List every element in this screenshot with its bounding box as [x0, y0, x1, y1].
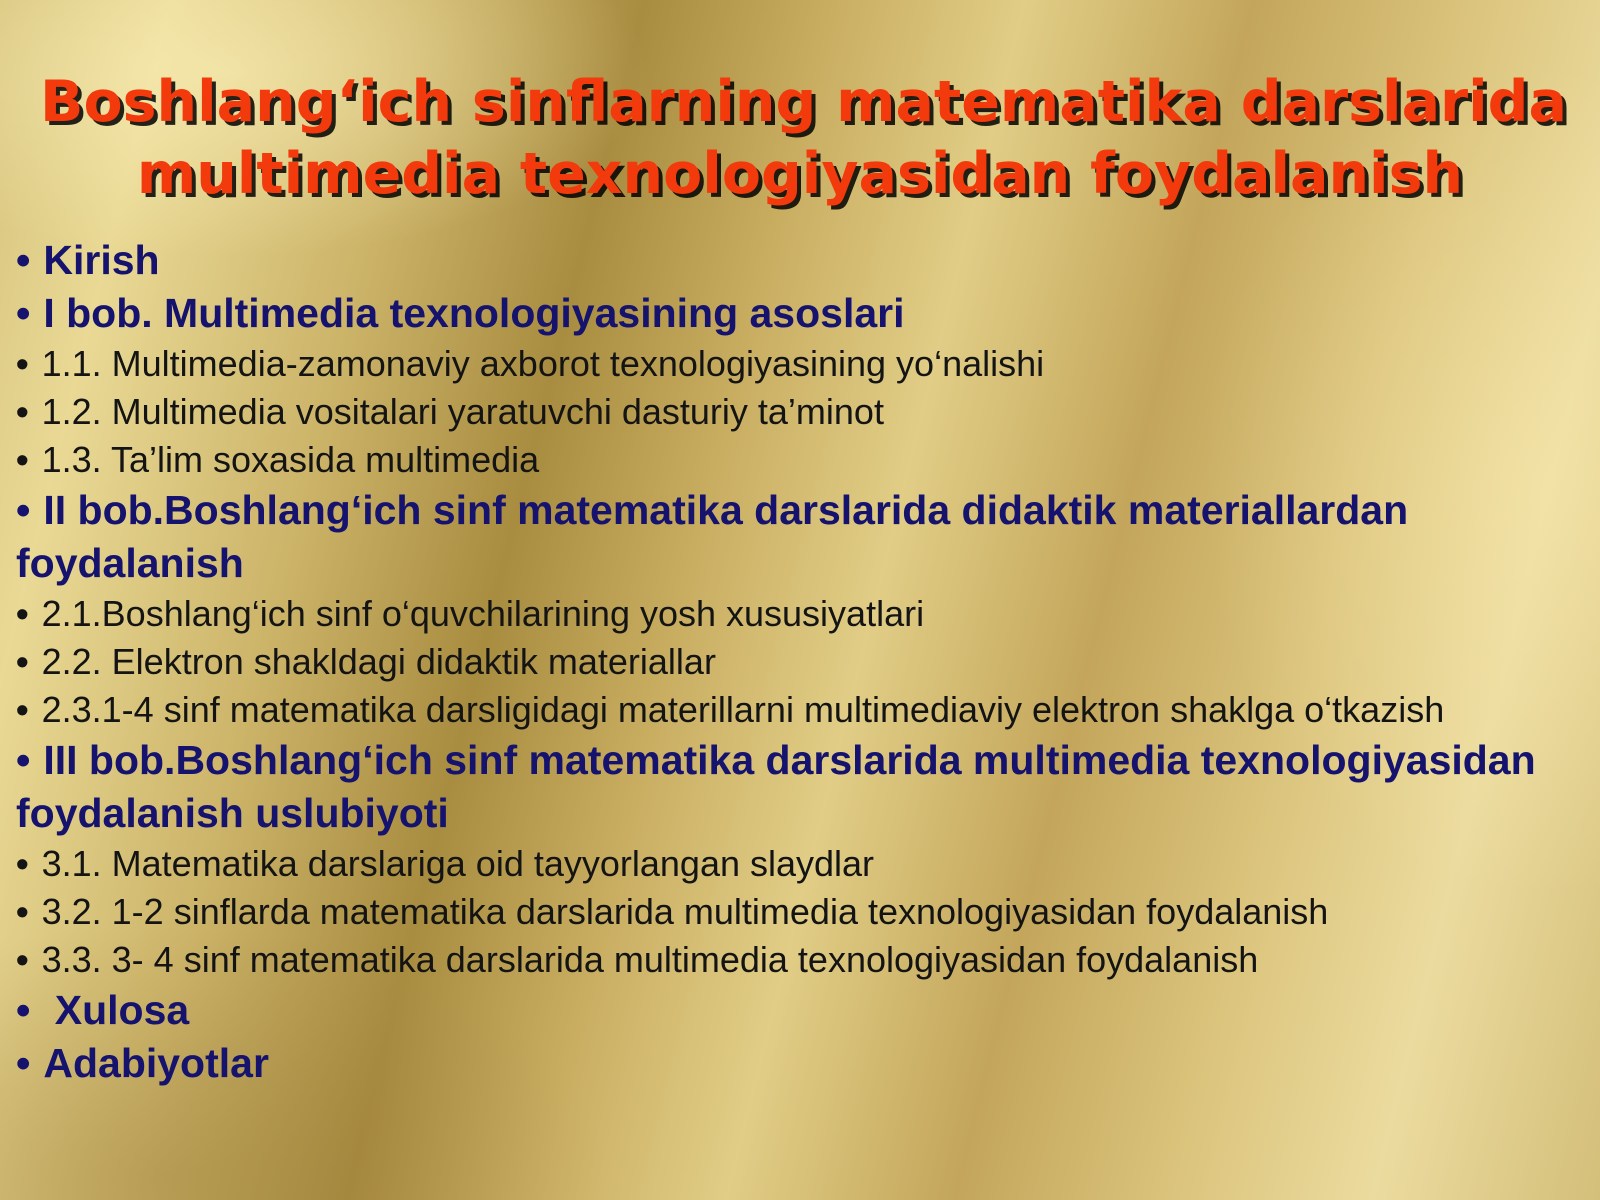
toc-item-3-2 — [16, 888, 1586, 936]
toc-item-label: 2.1.Boshlang‘ich sinf o‘quvchilarining yosh xususiyatlari — [41, 593, 925, 634]
bullet-icon: • — [16, 737, 31, 783]
bullet-icon: • — [16, 891, 29, 932]
toc-item-references — [16, 1037, 1586, 1090]
toc-item-label: 1.1. Multimedia-zamonaviy axborot texnologiyasining yo‘nalishi — [41, 343, 1045, 384]
bullet-icon: • — [16, 343, 29, 384]
toc-item-chapter-2 — [16, 484, 1586, 590]
bullet-icon: • — [16, 290, 31, 336]
toc-item-label: III bob.Boshlang‘ich sinf matematika darslarida multimedia texnologiyasidan foydalanish uslubiyoti — [16, 737, 1536, 836]
toc-item-3-1 — [16, 840, 1586, 888]
toc-item-label: 2.2. Elektron shakldagi didaktik materiallar — [41, 641, 716, 682]
bullet-icon: • — [16, 593, 29, 634]
toc-item-label: Xulosa — [43, 987, 190, 1033]
toc-item-label: Kirish — [43, 237, 160, 283]
toc-item-label: 3.3. 3- 4 sinf matematika darslarida multimedia texnologiyasidan foydalanish — [41, 939, 1259, 980]
toc-item-label: 3.2. 1-2 sinflarda matematika darslarida multimedia texnologiyasidan foydalanish — [41, 891, 1329, 932]
toc-item-2-1 — [16, 590, 1586, 638]
bullet-icon: • — [16, 939, 29, 980]
toc-item-chapter-1 — [16, 287, 1586, 340]
toc-item-conclusion — [16, 984, 1586, 1037]
toc-item-intro — [16, 234, 1586, 287]
slide-title — [40, 66, 1567, 210]
toc-item-label: I bob. Multimedia texnologiyasining asoslari — [43, 290, 905, 336]
toc-item-label: 3.1. Matematika darslariga oid tayyorlangan slaydlar — [41, 843, 875, 884]
bullet-icon: • — [16, 439, 29, 480]
toc-item-label: 2.3.1-4 sinf matematika darsligidagi materillarni multimediaviy elektron shaklga o‘tkazish — [41, 689, 1445, 730]
bullet-icon: • — [16, 487, 31, 533]
toc-item-2-2 — [16, 638, 1586, 686]
toc-item-label: Adabiyotlar — [43, 1040, 269, 1086]
toc-item-1-2 — [16, 388, 1586, 436]
bullet-icon: • — [16, 843, 29, 884]
slide-title-line-2: multimedia texnologiyasidan foydalanish — [136, 141, 1464, 207]
table-of-contents — [16, 234, 1586, 1090]
toc-item-label: II bob.Boshlang‘ich sinf matematika darslarida didaktik materiallardan foydalanish — [16, 487, 1409, 586]
bullet-icon: • — [16, 641, 29, 682]
toc-item-1-1 — [16, 340, 1586, 388]
bullet-icon: • — [16, 987, 31, 1033]
toc-item-1-3 — [16, 436, 1586, 484]
toc-item-label: 1.3. Ta’lim soxasida multimedia — [41, 439, 540, 480]
bullet-icon: • — [16, 689, 29, 730]
bullet-icon: • — [16, 391, 29, 432]
toc-item-3-3 — [16, 936, 1586, 984]
toc-item-label: 1.2. Multimedia vositalari yaratuvchi dasturiy ta’minot — [41, 391, 884, 432]
bullet-icon: • — [16, 237, 31, 283]
toc-item-2-3 — [16, 686, 1586, 734]
slide-title-line-1: Boshlang‘ich sinflarning matematika darslarida — [40, 69, 1567, 135]
bullet-icon: • — [16, 1040, 31, 1086]
toc-item-chapter-3 — [16, 734, 1586, 840]
